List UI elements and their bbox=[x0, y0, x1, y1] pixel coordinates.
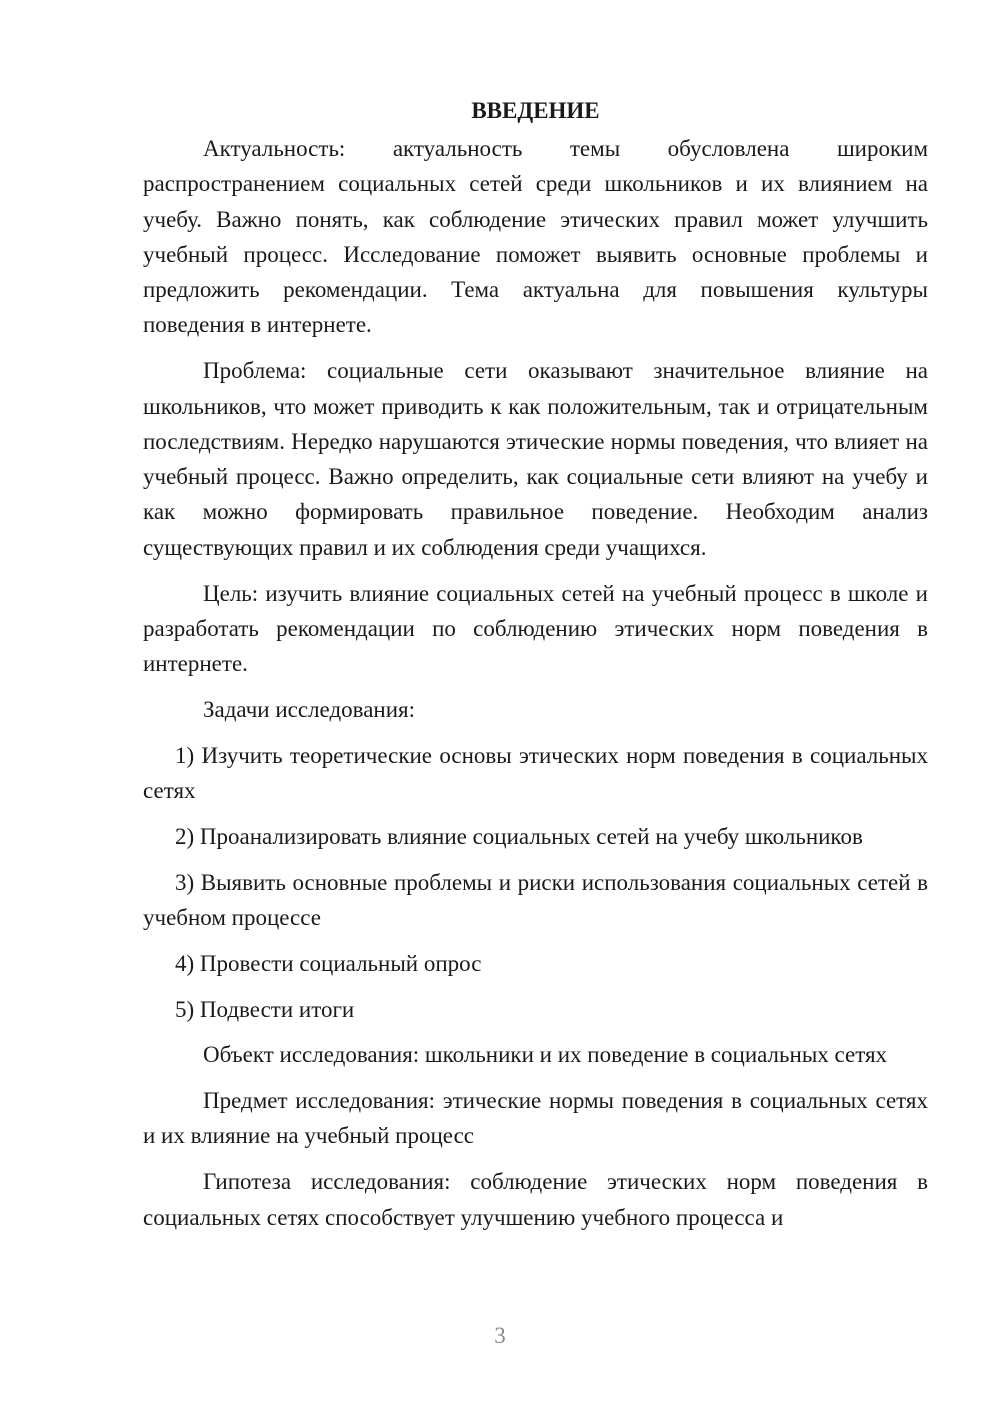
task-item-1: 1) Изучить теоретические основы этических норм поведения в социальных сетях bbox=[143, 742, 928, 804]
paragraph-object: Объект исследования: школьники и их поведение в социальных сетях bbox=[203, 1042, 888, 1068]
paragraph-tasks-heading: Задачи исследования: bbox=[203, 696, 416, 722]
paragraph-relevance: Актуальность: актуальность темы обусловлена широким распространением социальных сетей среди школьников и их влиянием на учебу. Важно понять, как соблюдение этических правил может улучшить учебный процесс. Исследование поможет выявить основные проблемы и предложить рекомендации. Тема актуальна для повышения культуры поведения в интернете. bbox=[143, 136, 928, 338]
task-item-4: 4) Провести социальный опрос bbox=[175, 950, 482, 976]
paragraph-subject: Предмет исследования: этические нормы поведения в социальных сетях и их влияние на учебный процесс bbox=[143, 1088, 928, 1149]
paragraph-problem: Проблема: социальные сети оказывают значительное влияние на школьников, что может приводить к как положительным, так и отрицательным последствиям. Нередко нарушаются этические нормы поведения, что влияет на учебный процесс. Важно определить, как социальные сети влияют на учебу и как можно формировать правильное поведение. Необходим анализ существующих правил и их соблюдения среди учащихся. bbox=[143, 358, 928, 560]
page-number: 3 bbox=[494, 1323, 506, 1348]
paragraph-goal: Цель: изучить влияние социальных сетей на учебный процесс в школе и разработать рекомендации по соблюдению этических норм поведения в интернете. bbox=[143, 580, 928, 677]
task-item-3: 3) Выявить основные проблемы и риски использования социальных сетей в учебном процессе bbox=[143, 869, 928, 930]
paragraph-hypothesis: Гипотеза исследования: соблюдение этических норм поведения в социальных сетях способствует улучшению учебного процесса и bbox=[143, 1169, 928, 1230]
page-content bbox=[143, 96, 928, 1235]
section-title: ВВЕДЕНИЕ bbox=[471, 98, 600, 123]
task-item-5: 5) Подвести итоги bbox=[175, 996, 355, 1022]
task-item-2: 2) Проанализировать влияние социальных сетей на учебу школьников bbox=[175, 823, 863, 849]
